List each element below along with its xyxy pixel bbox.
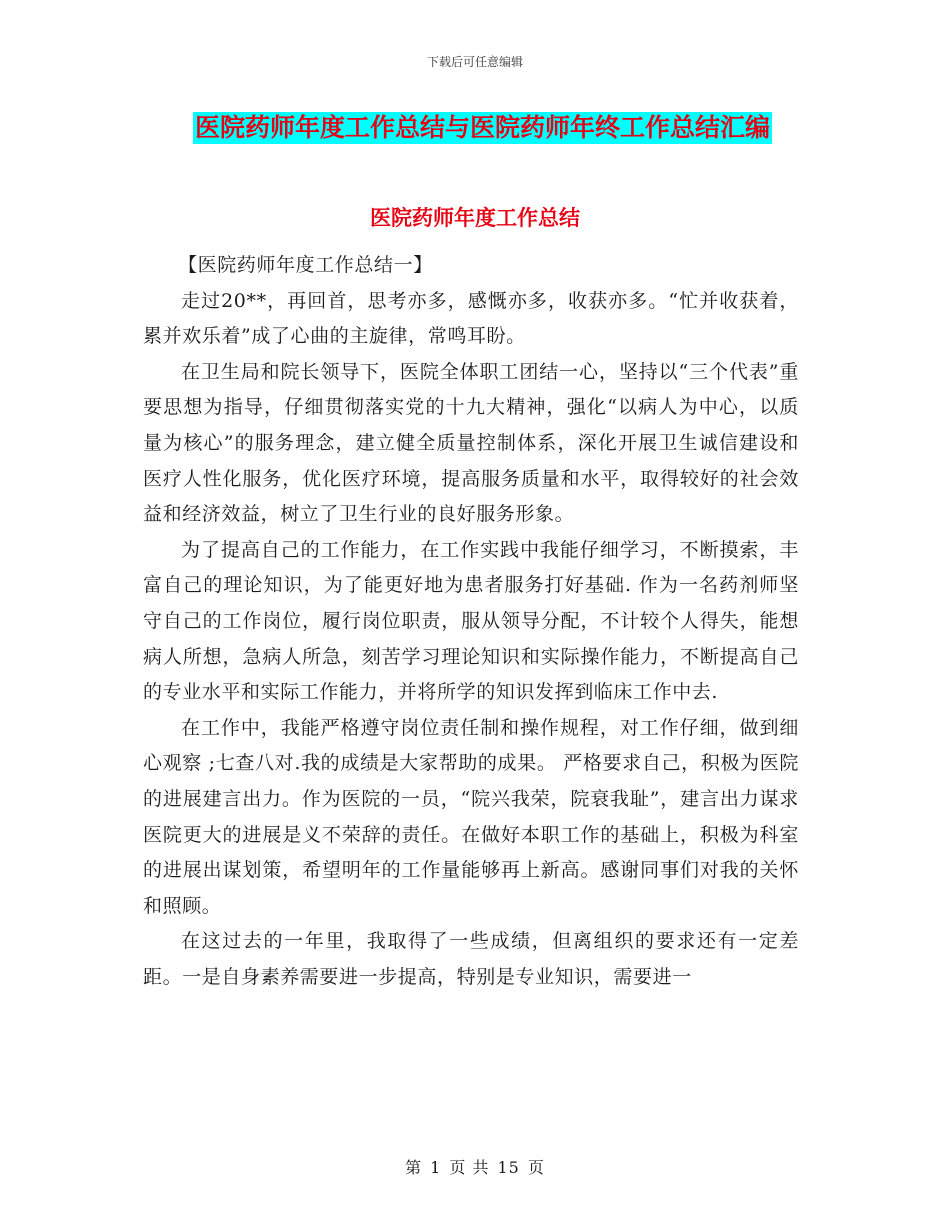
total-pages: 15	[497, 1158, 520, 1177]
page-label-prefix: 第	[405, 1158, 423, 1177]
page-number: 1	[430, 1158, 442, 1177]
page-label-middle: 页 共	[449, 1158, 490, 1177]
paragraph: 在卫生局和院长领导下，医院全体职工团结一心，坚持以“三个代表”重要思想为指导，仔细贯彻落实党的十九大精神，强化“以病人为中心，以质量为核心”的服务理念，建立健全质量控制体系，深化开展卫生诚信建设和医疗人性化服务，优化医疗环境，提高服务质量和水平，取得较好的社会效益和经济效益，树立了卫生行业的良好服务形象。	[143, 360, 799, 526]
paragraph: 为了提高自己的工作能力，在工作实践中我能仔细学习，不断摸索，丰富自己的理论知识，为了能更好地为患者服务打好基础. 作为一名药剂师坚守自己的工作岗位，履行岗位职责，服从领导分配，不计较个人得失，能想病人所想，急病人所急，刻苦学习理论知识和实际操作能力，不断提高自己的专业水平和实际工作能力，并将所学的知识发挥到临床工作中去.	[143, 538, 799, 704]
subheading: 【医院药师年度工作总结一】	[178, 254, 433, 276]
paragraph: 在这过去的一年里，我取得了一些成绩，但离组织的要求还有一定差距。一是自身素养需要进一步提高，特别是专业知识，需要进一	[143, 930, 799, 988]
section-title: 医院药师年度工作总结	[370, 206, 580, 230]
document-main-title: 医院药师年度工作总结与医院药师年终工作总结汇编	[195, 113, 771, 142]
document-body	[143, 248, 799, 995]
header-note: 下载后可任意编辑	[426, 55, 523, 69]
page-label-suffix: 页	[527, 1158, 545, 1177]
page-footer	[0, 1155, 950, 1178]
paragraph: 走过20**，再回首，思考亦多，感慨亦多，收获亦多。“忙并收获着，累并欢乐着”成了心曲的主旋律，常鸣耳盼。	[143, 289, 799, 348]
paragraph: 在工作中，我能严格遵守岗位责任制和操作规程，对工作仔细，做到细心观察 ;七查八对.我的成绩是大家帮助的成果。 严格要求自己，积极为医院的进展建言出力。作为医院的一员，“院兴我荣，院衰我耻”，建言出力谋求医院更大的进展是义不荣辞的责任。在做好本职工作的基础上，积极为科室的进展出谋划策，希望明年的工作量能够再上新高。感谢同事们对我的关怀和照顾。	[143, 716, 799, 917]
